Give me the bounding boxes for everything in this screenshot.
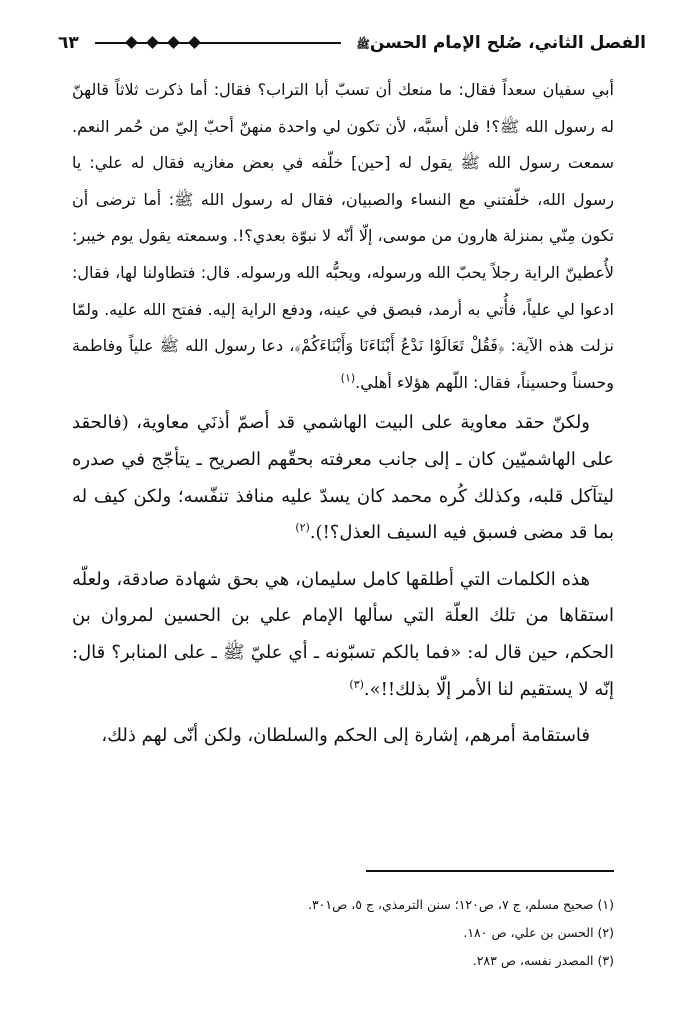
chapter-title: الفصل الثاني، صُلح الإمام الحسنﷺ <box>356 32 646 53</box>
header-ornament <box>95 36 341 50</box>
paragraph: هذه الكلمات التي أطلقها كامل سليمان، هي بحق شهادة صادقة، ولعلّه استقاها من تلك العلّة التي سألها الإمام علي بن الحسين لمروان بن الحكم، حين قال له: «فما بالكم تسبّونه ـ أي عليّ ﷺ ـ على المنابر؟ قال: إنّه لا يستقيم لنا الأمر إلّا بذلك!!».$^{(٣)}$ <box>72 568 614 700</box>
diamond-icon <box>188 36 201 49</box>
footnotes <box>72 891 614 975</box>
paragraph: فاستقامة أمرهم، إشارة إلى الحكم والسلطان، ولكن أنّى لهم ذلك، <box>101 725 590 747</box>
main-text <box>72 72 614 755</box>
footnote-ref: (٢) <box>295 521 310 535</box>
footnote: (٣) المصدر نفسه، ص ٢٨٣. <box>472 953 614 968</box>
hadith-quote: أبي سفيان سعداً فقال: ما منعك أن تسبّ أبا التراب؟ فقال: أما ذكرت ثلاثاً قالهنّ له رسول الله ﷺ؟! فلن أسبَّه، لأن تكون لي واحدة منهنّ أحبّ إليّ من حُمر النعم. سمعت رسول الله ﷺ يقول له [حين] خلّفه في بعض مغازيه فقال له علي: يا رسول الله، خلّفتني مع النساء والصبيان، فقال له رسول الله ﷺ: أما ترضى أن تكون مِنّي بمنزلة هارون من موسى، إلّا أنّه لا نبوّة بعدي؟!. وسمعته يقول يوم خيبر: لأُعطينّ الراية رجلاً يحبّ الله ورسوله، ويحبُّه الله ورسوله. قال: فتطاولنا لها، فقال: ادعوا لي علياً، فأُتي به أرمد، فبصق في عينه، ودفع الراية إليه. ففتح الله عليه. ولمّا نزلت هذه الآية: ﴿فَقُلْ تَعَالَوْا نَدْعُ أَبْنَاءَنَا وَأَبْنَاءَكُمْ﴾، دعا رسول الله ﷺ علياً وفاطمة وحسناً وحسيناً، فقال: اللّهم هؤلاء أهلي.$^{(١)}$ <box>72 80 614 392</box>
footnote: (١) صحيح مسلم، ج ٧، ص١٢٠؛ سنن الترمذي، ج ٥، ص٣٠١. <box>307 897 614 912</box>
footnote-separator <box>366 870 614 872</box>
footnote-ref: (٣) <box>349 677 364 691</box>
running-header <box>58 28 646 58</box>
diamond-ornaments <box>127 36 199 47</box>
diamond-icon <box>167 36 180 49</box>
diamond-icon <box>125 36 138 49</box>
footnote-ref: (١) <box>340 371 356 385</box>
diamond-icon <box>146 36 159 49</box>
honorific-symbol: ﷺ <box>356 37 370 51</box>
paragraph: ولكنّ حقد معاوية على البيت الهاشمي قد أصمّ أذنَي معاوية، (فالحقد على الهاشميّين كان ـ إلى جانب معرفته بحقّهم الصريح ـ يتأجّج في صدره ليتآكل قلبه، وكذلك كُره محمد كان يسدّ عليه منافذ تنفّسه؛ ولكن كيف له بما قد مضى فسبق فيه السيف العذل؟!).$^{(٢)}$ <box>72 412 614 544</box>
footnote: (٢) الحسن بن علي، ص ١٨٠. <box>463 925 614 940</box>
page-number: ٦٣ <box>58 33 79 53</box>
